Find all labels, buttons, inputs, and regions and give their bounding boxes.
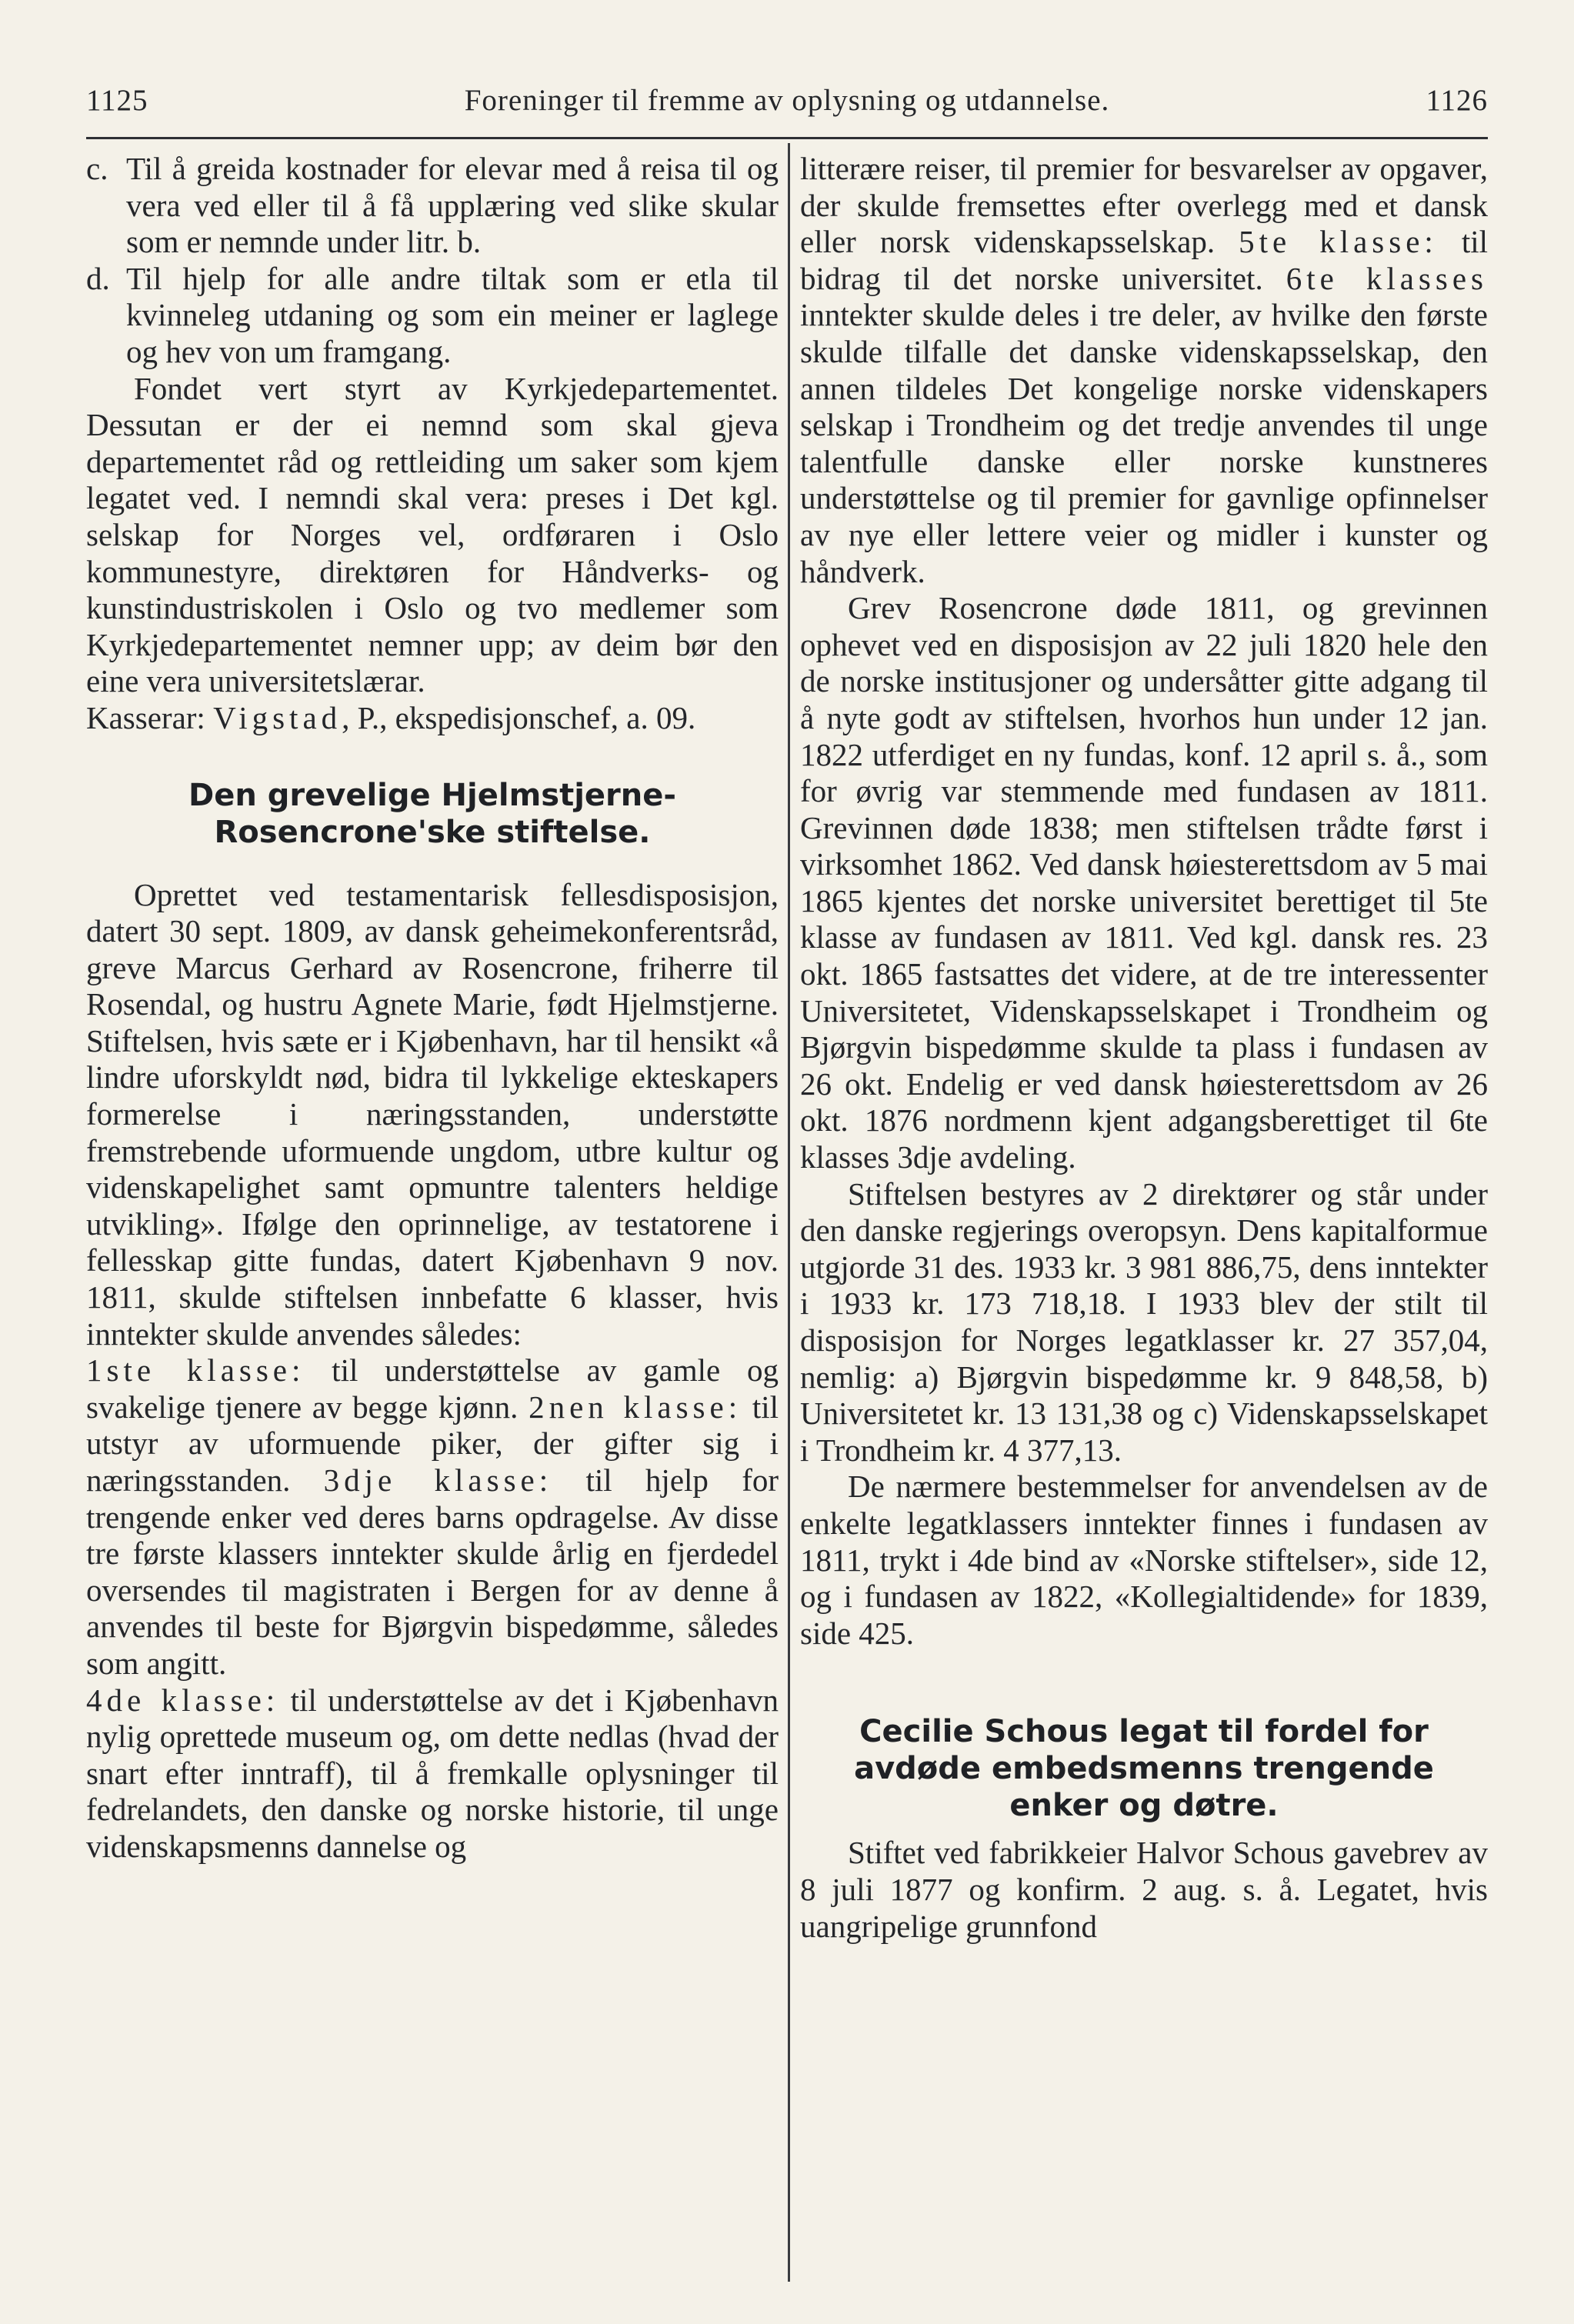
left-column [86,151,779,1866]
paragraph-naermere: De nærmere bestemmelser for anvendelsen av de enkelte legatklassers inntekter finnes i fundasen av 1811, trykt i 4de bind av «Norske stiftelser», side 12, og i fundasen av 1822, «Kollegialtidende» for 1839, side 425. [800,1469,1488,1651]
paragraph-opprettet: Oprettet ved testamentarisk fellesdisposisjon, datert 30 sept. 1809, av dansk geheimekonferentsråd, greve Marcus Gerhard av Rosencrone, friherre til Rosendal, og hustru Agnete Marie, født Hjelmstjerne. Stiftelsen, hvis sæte er i Kjøbenhavn, har til hensikt «å lindre uforskyldt nød, bidra til lykkelige ekteskapers formerelse i næringsstanden, understøtte fremstrebende uformuende ungdom, utbre kultur og videnskapelighet samt opmuntre talenters heldige utvikling». Ifølge den oprinnelige, av testatorene i fellesskap gitte fundas, datert Kjøbenhavn 9 nov. 1811, skulde stiftelsen innbefatte 6 klasser, hvis inntekter skulde anvendes således: [86,876,779,1352]
kasserar-name: Vigstad [213,699,342,735]
page-header [86,83,1488,129]
klasse-text: inntekter skulde deles i tre deler, av hvilke den første skulde tilfalle det danske videnskapsselskap, den annen tildeles Det kongelige norske videnskapers selskap i Trondheim og det tredje anvendes til unge talentfulle danske eller norske kunstneres understøttelse og til premier for gavnlige opfinnelser av nye eller lettere veier og midler i kunster og håndverk. [800,297,1488,589]
section-heading-cecilie-schou: Cecilie Schous legat til fordel for avdøde embedsmenns trengende enker og døtre. [854,1714,1434,1824]
item-text: Til hjelp for alle andre tiltak som er etla til kvinneleg utdaning og som ein meiner er laglege og hev von um framgang. [126,260,779,369]
klasse-label: 4de klasse: [86,1682,280,1718]
continued-text: litterære reiser, til premier for besvarelser av opgaver, der skulde fremsettes efter overlegg med et dansk eller norsk videnskapsselskap. [800,151,1488,260]
klasse-text: til hjelp for trengende enker ved deres barns opdragelse. Av disse tre første klassers inntekter skulde årlig en fjerdedel oversendes til magistraten i Bergen for av denne å anvendes til beste for Bjørgvin bispedømme, således som angitt. [86,1462,779,1681]
klasse-text: til understøttelse av gamle og svakelige tjenere av begge kjønn. [86,1352,779,1425]
klasse-label: 5te klasse: [1239,224,1438,260]
section-heading-hjelmstjerne: Den grevelige Hjelmstjerne-Rosencrone'ske stiftelse. [188,777,676,850]
paragraph-grev: Grev Rosencrone døde 1811, og grevinnen ophevet ved en disposisjon av 22 juli 1820 hele den de norske institusjoner og undersåtter gitte adgang til å nyte godt av stiftelsen, hvorhos hun under 12 jan. 1822 utferdiget en ny fundas, konf. 12 april s. å., som for øvrig var stemmende med fundasen av 1811. Grevinnen døde 1838; men stiftelsen trådte først i virksomhet 1862. Ved dansk høiesterettsdom av 5 mai 1865 kjentes det norske universitet berettiget til 5te klasse av fundasen av 1811. Ved kgl. dansk res. 23 okt. 1865 fastsattes det videre, at de tre interessenter Universitetet, Videnskapsselskapet i Trondheim og Bjørgvin bispedømme skulde ta plass i fundasen av 26 okt. Endelig er ved dansk høiesterettsdom av 26 okt. 1876 nordmenn kjent adgangsberettiget til 6te klasses 3dje avdeling. [800,590,1488,1175]
header-rule [86,137,1488,139]
paragraph-fondet: Fondet vert styrt av Kyrkjedepartementet. Dessutan er der ei nemnd som skal gjeva departementet råd og rettleiding um saker som kjem legatet ved. I nemndi skal vera: preses i Det kgl. selskap for Norges vel, ordføraren i Oslo kommunestyre, direktøren for Håndverks- og kunstindustriskolen i Oslo og tvo medlemer som Kyrkjedepartementet nemner upp; av deim bør den eine vera universitetslærar. [86,370,779,699]
page-number-right: 1126 [1426,84,1488,117]
klasse-text: til utstyr av uformuende piker, der gifter sig i næringsstanden. [86,1389,779,1498]
paragraph-continued [800,151,1488,590]
running-title: Foreninger til fremme av oplysning og utdannelse. [464,84,1110,117]
paragraph-kasserar [86,700,779,737]
page-number-left: 1125 [86,84,148,117]
paragraph-klasse-1 [86,1352,779,1682]
item-text: Til å greida kostnader for elevar med å reisa til og vera ved eller til å få upplæring ved slike skular som er nemnde under litr. b. [126,151,779,260]
paragraph-stiftet: Stiftet ved fabrikkeier Halvor Schous gavebrev av 8 juli 1877 og konfirm. 2 aug. s. å. Legatet, hvis uangripelige grunnfond [800,1835,1488,1944]
list-item-c [86,151,779,261]
klasse-label: 6te klasses [1286,260,1488,296]
right-column [800,151,1488,1945]
paragraph-bestyres: Stiftelsen bestyres av 2 direktører og står under den danske regjerings overopsyn. Dens kapitalformue utgjorde 31 des. 1933 kr. 3 981 886,75, dens inntekter i 1933 kr. 173 718,18. I 1933 blev der stilt til disposisjon for Norges legatklasser kr. 27 357,04, nemlig: a) Bjørgvin bispedømme kr. 9 848,58, b) Universitetet kr. 13 131,38 og c) Videnskapsselskapet i Trondheim kr. 4 377,13. [800,1175,1488,1468]
klasse-text: til bidrag til det norske universitet. [800,224,1489,296]
item-label: c. [86,151,108,186]
paragraph-klasse-4 [86,1682,779,1866]
kasserar-label: Kasserar: [86,699,205,735]
klasse-label: 3dje klasse: [323,1462,553,1498]
klasse-label: 2nen klasse: [529,1389,742,1425]
klasse-text: til understøttelse av det i Kjøbenhavn nylig oprettede museum og, om dette nedlas (hvad der snart efter inntraff), til å fremkalle oplysninger til fedrelandets, den danske og norske historie, til unge videnskapsmenns dannelse og [86,1682,779,1864]
item-label: d. [86,260,110,296]
kasserar-details: , P., ekspedisjonschef, a. 09. [342,699,696,735]
klasse-label: 1ste klasse: [86,1352,305,1389]
column-divider [788,143,790,2282]
list-item-d [86,261,779,371]
